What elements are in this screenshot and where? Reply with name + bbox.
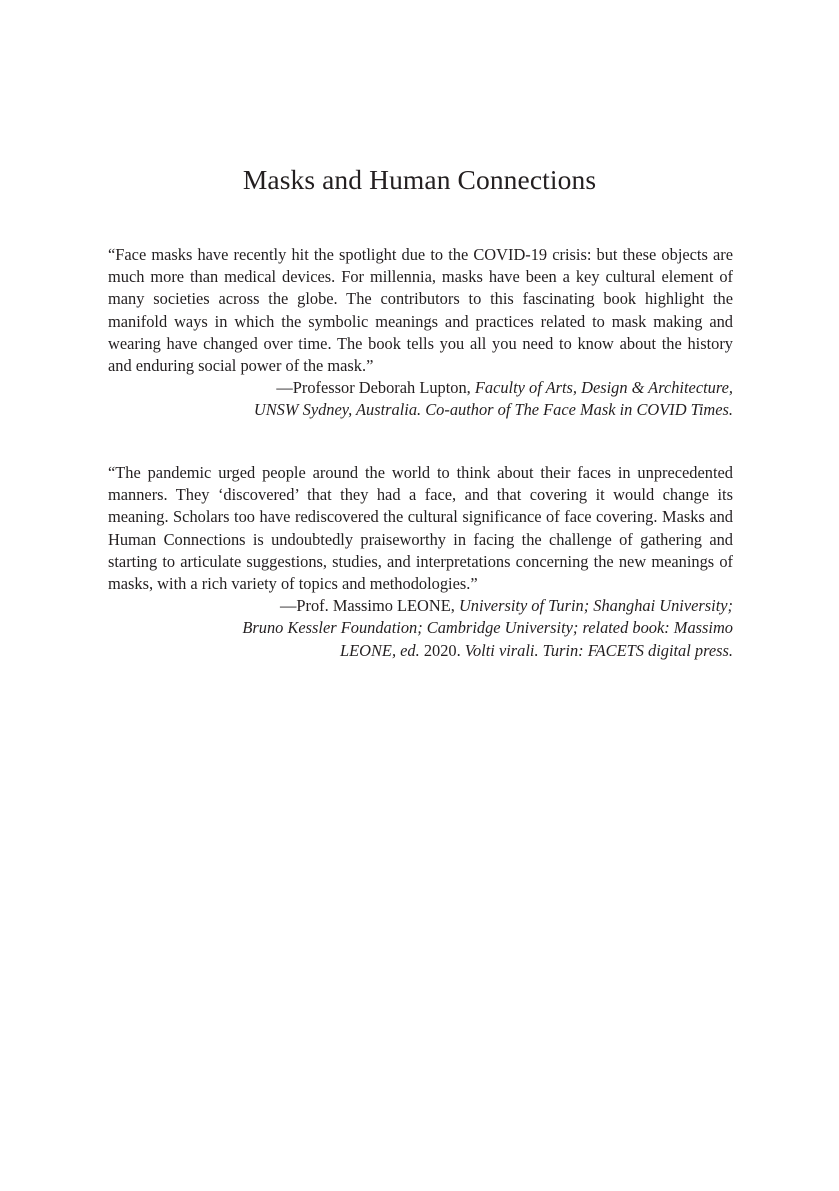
attribution-year: 2020.: [419, 640, 465, 660]
attribution-author: —Prof. Massimo LEONE,: [280, 596, 459, 616]
endorsement-quote: “The pandemic urged people around the world to think about their faces in unprecedented manners. They ‘discovered’ that they had a face, and that covering it would change its meaning. Scholars too have rediscovered the cultural significance of face covering. Masks and Human Connections is undoubtedly praiseworthy in facing the challenge of gathering and starting to articulate suggestions, studies, and interpretations concerning the new meanings of masks, with a rich variety of topics and methodologies.”: [108, 463, 733, 594]
attribution-line: [108, 595, 733, 617]
attribution-affiliation-continued: UNSW Sydney, Australia. Co-author of The Face Mask in COVID Times.: [253, 400, 733, 420]
endorsement-attribution: [108, 595, 733, 662]
attribution-line: [108, 640, 733, 662]
endorsement-2: [108, 462, 733, 662]
endorsement-attribution: [108, 377, 733, 421]
attribution-line: [108, 377, 733, 399]
attribution-author: —Professor Deborah Lupton,: [276, 378, 475, 398]
attribution-editor: LEONE, ed.: [340, 640, 420, 660]
page-title: Masks and Human Connections: [242, 164, 597, 195]
attribution-reference: Volti virali. Turin: FACETS digital press.: [464, 640, 733, 660]
endorsement-quote: “Face masks have recently hit the spotlight due to the COVID-19 crisis: but these objects are much more than medical devices. For millennia, masks have been a key cultural element of many societies across the globe. The contributors to this fascinating book highlight the manifold ways in which the symbolic meanings and practices related to mask making and wearing have changed over time. The book tells you all you need to know about the history and enduring social power of the mask.”: [108, 245, 733, 376]
endorsement-1: [108, 244, 733, 422]
attribution-affiliation-continued: Bruno Kessler Foundation; Cambridge University; related book: Massimo: [242, 618, 733, 638]
attribution-affiliation: University of Turin; Shanghai University;: [458, 596, 733, 616]
attribution-affiliation: Faculty of Arts, Design & Architecture,: [474, 378, 733, 398]
